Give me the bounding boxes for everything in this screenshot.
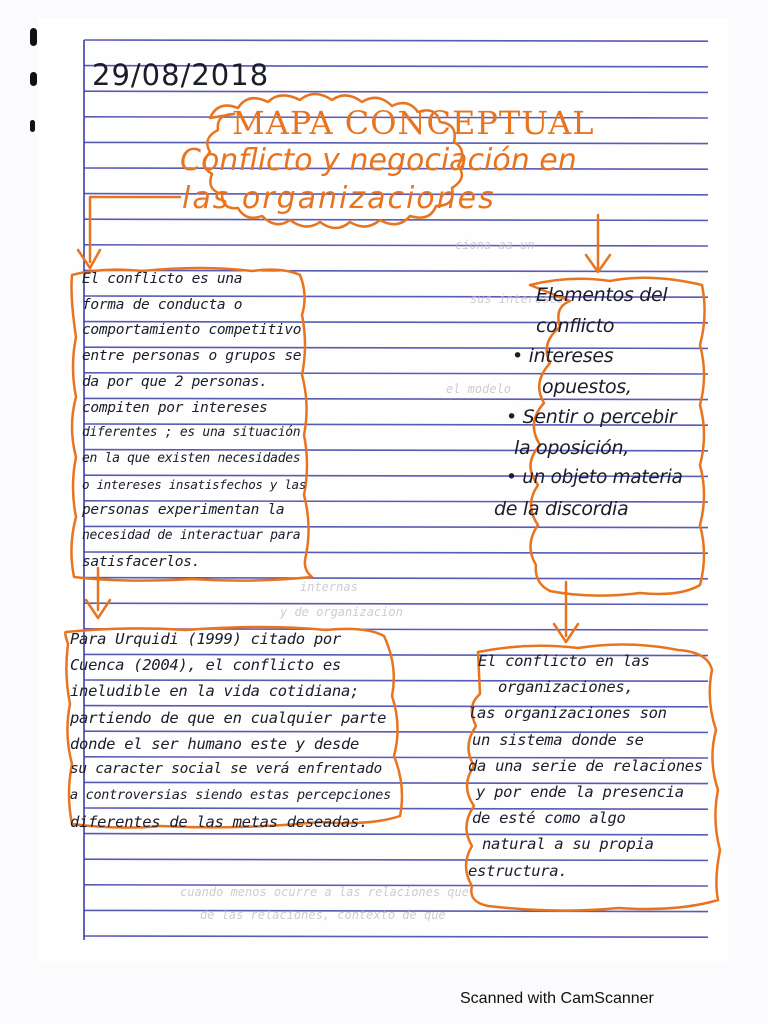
bleed-through-text: ciona aa un bbox=[455, 238, 535, 252]
bottom-left-box-line: su caracter social se verá enfrentado bbox=[70, 761, 382, 777]
left-box-line: satisfacerlos. bbox=[82, 553, 201, 570]
right-box-line: opuestos, bbox=[542, 375, 632, 398]
connector-left bbox=[90, 197, 180, 262]
left-box-line: El conflicto es una bbox=[82, 271, 243, 287]
bottom-right-box-line: organizaciones, bbox=[498, 678, 634, 697]
bleed-through-text: internas bbox=[300, 580, 358, 594]
bottom-left-box-line: donde el ser humano este y desde bbox=[70, 734, 360, 753]
bleed-through-text: cuando menos ocurre a las relaciones que bbox=[180, 885, 469, 899]
bottom-left-box-line: a controversias siendo estas percepciones bbox=[70, 787, 391, 804]
left-box-line: forma de conducta o bbox=[82, 296, 243, 313]
bottom-left-box-line: Para Urquidi (1999) citado por bbox=[70, 630, 341, 648]
bottom-right-box-line: El conflicto en las bbox=[478, 652, 650, 670]
left-box-line: da por que 2 personas. bbox=[82, 373, 268, 390]
title-line-1: MAPA CONCEPTUAL bbox=[232, 104, 595, 142]
bleed-through-text: de las relaciones, contexto de que bbox=[200, 908, 446, 922]
right-box-line: • Sentir o percebir bbox=[506, 406, 677, 428]
right-box-line: conflicto bbox=[536, 314, 615, 337]
left-box-line: o intereses insatisfechos y las bbox=[82, 476, 306, 492]
bottom-left-box-line: partiendo de que en cualquier parte bbox=[70, 708, 387, 727]
left-box-line: diferentes ; es una situación bbox=[82, 425, 301, 441]
left-box-line: entre personas o grupos se bbox=[82, 348, 302, 365]
date-text: 29/08/2018 bbox=[92, 58, 270, 92]
bottom-left-box-line: diferentes de las metas deseadas. bbox=[70, 813, 369, 832]
bottom-right-box-line: las organizaciones son bbox=[468, 704, 667, 723]
bottom-right-box-line: da una serie de relaciones bbox=[468, 756, 703, 775]
right-box-line: la oposición, bbox=[514, 436, 629, 459]
bottom-right-box-line: un sistema donde se bbox=[472, 730, 644, 749]
bottom-right-box-line: de esté como algo bbox=[472, 809, 626, 828]
right-box-line: • un objeto materia bbox=[506, 467, 683, 488]
bottom-right-box-line: natural a su propia bbox=[482, 835, 654, 854]
bleed-through-text: el modelo bbox=[446, 382, 512, 396]
right-box-line: de la discordia bbox=[494, 497, 629, 520]
left-box-line: en la que existen necesidades bbox=[82, 450, 301, 466]
left-box-line: compiten por intereses bbox=[82, 399, 268, 416]
left-box-line: personas experimentan la bbox=[82, 502, 285, 519]
right-box-line: • intereses bbox=[512, 345, 614, 367]
bottom-left-box-line: ineludible en la vida cotidiana; bbox=[70, 682, 360, 701]
bleed-through-text: y de organizacion bbox=[280, 605, 403, 619]
bottom-right-box-line: y por ende la presencia bbox=[476, 783, 684, 801]
bottom-left-box-line: Cuenca (2004), el conflicto es bbox=[70, 656, 341, 675]
scanner-watermark: Scanned with CamScanner bbox=[460, 990, 654, 1007]
title-line-2: Conflicto y negociación en bbox=[180, 143, 577, 178]
bleed-through-text: sus intereses bbox=[470, 292, 564, 306]
bottom-right-box-line: estructura. bbox=[468, 861, 568, 880]
right-box-line: Elementos del bbox=[536, 284, 668, 306]
left-box-line: necesidad de interactuar para bbox=[82, 528, 301, 543]
left-box-line: comportamiento competitivo bbox=[82, 322, 302, 339]
title-line-3: las organizaciones bbox=[182, 181, 496, 216]
